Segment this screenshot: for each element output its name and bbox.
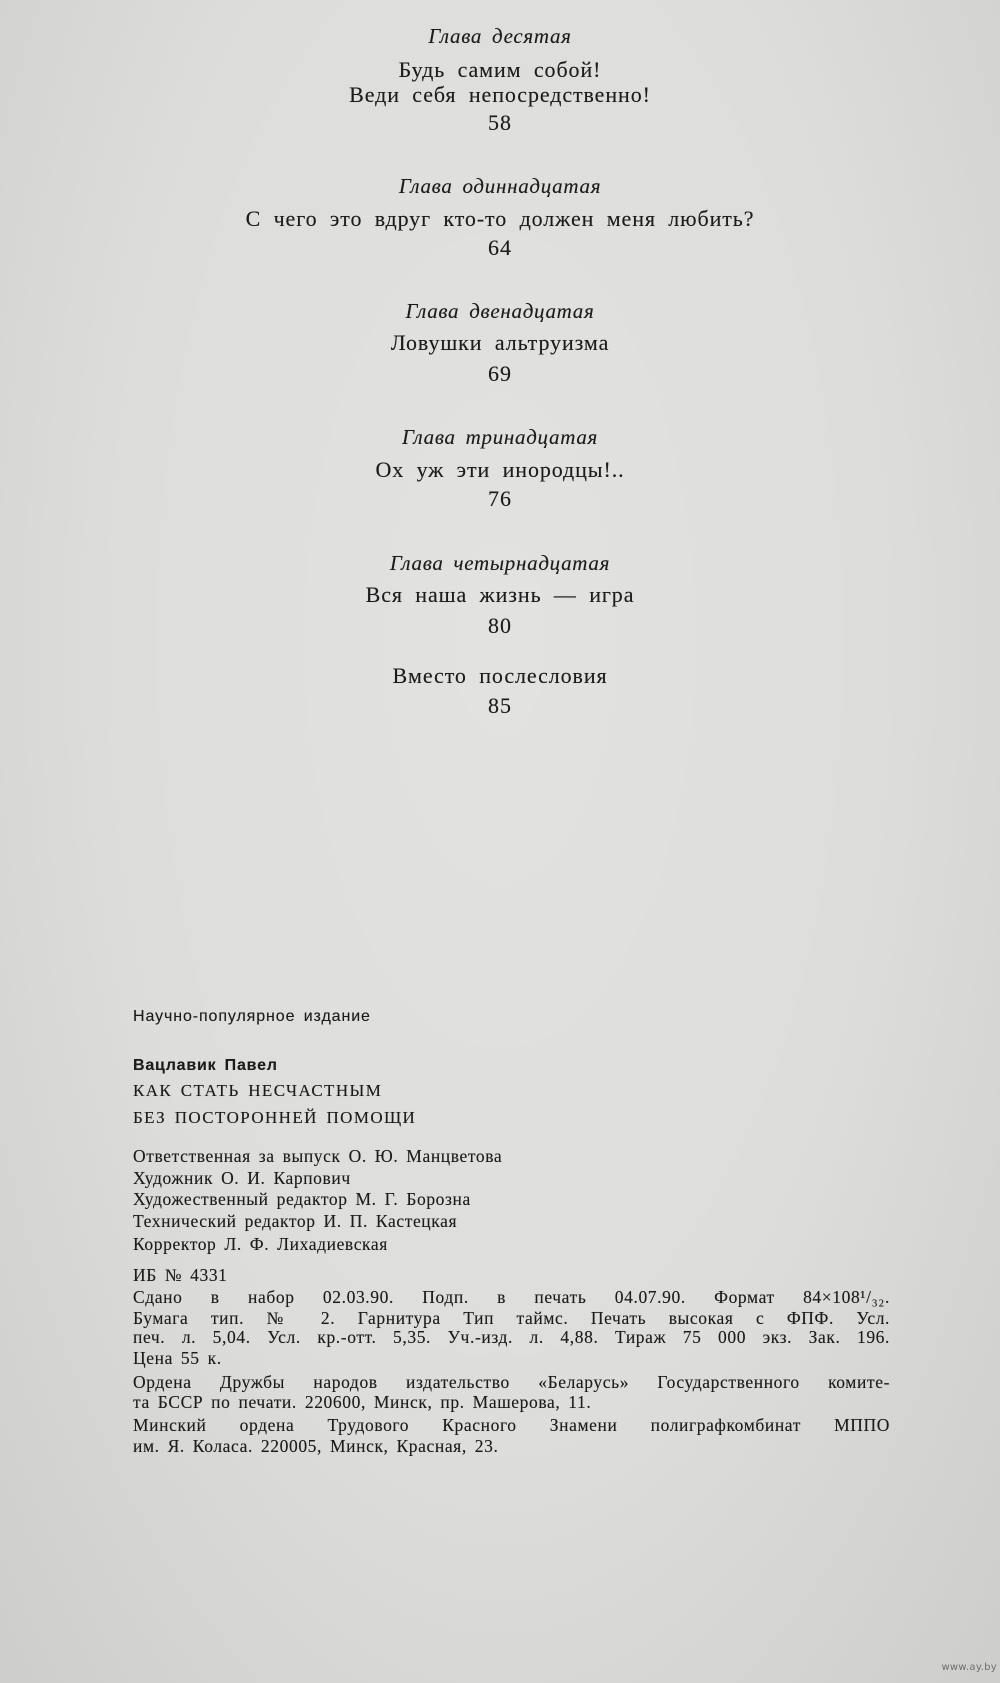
afterword-title: Вместо послесловия xyxy=(392,663,608,688)
chapter-heading: Глава четырнадцатая xyxy=(389,551,611,575)
chapter-heading: Глава одиннадцатая xyxy=(398,174,602,198)
print-details-line: Сдано в набор 02.03.90. Подп. в печать 04.07.90. Формат 84×108¹/₃₂. xyxy=(133,1287,890,1307)
chapter-heading: Глава десятая xyxy=(428,24,572,48)
chapter-title: С чего это вдруг кто-то должен меня любить? xyxy=(245,206,755,231)
publisher-line: та БССР по печати. 220600, Минск, пр. Машерова, 11. xyxy=(133,1392,592,1412)
page-number: 85 xyxy=(488,693,512,718)
printer-line: им. Я. Коласа. 220005, Минск, Красная, 23. xyxy=(133,1436,499,1456)
edition-type: Научно-популярное издание xyxy=(133,1008,371,1025)
print-details-line: Бумага тип. № 2. Гарнитура Тип таймс. Печать высокая с ФПФ. Усл. xyxy=(133,1308,890,1328)
author-name: Вацлавик Павел xyxy=(133,1057,278,1074)
printer-line: Минский ордена Трудового Красного Знамени полиграфкомбинат МППО xyxy=(133,1415,890,1435)
chapter-heading: Глава тринадцатая xyxy=(401,425,598,449)
credit-line: Художник О. И. Карпович xyxy=(133,1168,351,1188)
chapter-title: Веди себя непосредственно! xyxy=(349,82,651,107)
publisher-line: Ордена Дружбы народов издательство «Беларусь» Государственного комите- xyxy=(133,1372,890,1392)
watermark: www.ay.by xyxy=(941,1662,997,1673)
chapter-title: Ох уж эти инородцы!.. xyxy=(375,457,625,482)
page-number: 80 xyxy=(488,613,512,638)
ib-number: ИБ № 4331 xyxy=(133,1265,228,1285)
book-title-line: БЕЗ ПОСТОРОННЕЙ ПОМОЩИ xyxy=(133,1108,417,1127)
page-number: 76 xyxy=(488,486,512,511)
page-number: 69 xyxy=(488,361,512,386)
page-number: 64 xyxy=(488,235,512,260)
chapter-title: Будь самим собой! xyxy=(398,57,602,82)
credit-line: Художественный редактор М. Г. Борозна xyxy=(133,1189,471,1209)
chapter-title: Ловушки альтруизма xyxy=(390,330,610,355)
credit-line: Корректор Л. Ф. Лихадиевская xyxy=(133,1234,388,1254)
chapter-heading: Глава двенадцатая xyxy=(405,299,595,323)
print-details-line: Цена 55 к. xyxy=(133,1348,222,1368)
chapter-title: Вся наша жизнь — игра xyxy=(365,582,635,607)
page-number: 58 xyxy=(488,110,512,135)
book-title-line: КАК СТАТЬ НЕСЧАСТНЫМ xyxy=(133,1081,383,1100)
print-details-line: печ. л. 5,04. Усл. кр.-отт. 5,35. Уч.-изд. л. 4,88. Тираж 75 000 экз. Зак. 196. xyxy=(133,1327,890,1347)
credit-line: Ответственная за выпуск О. Ю. Манцветова xyxy=(133,1146,503,1166)
credit-line: Технический редактор И. П. Кастецкая xyxy=(133,1211,458,1231)
